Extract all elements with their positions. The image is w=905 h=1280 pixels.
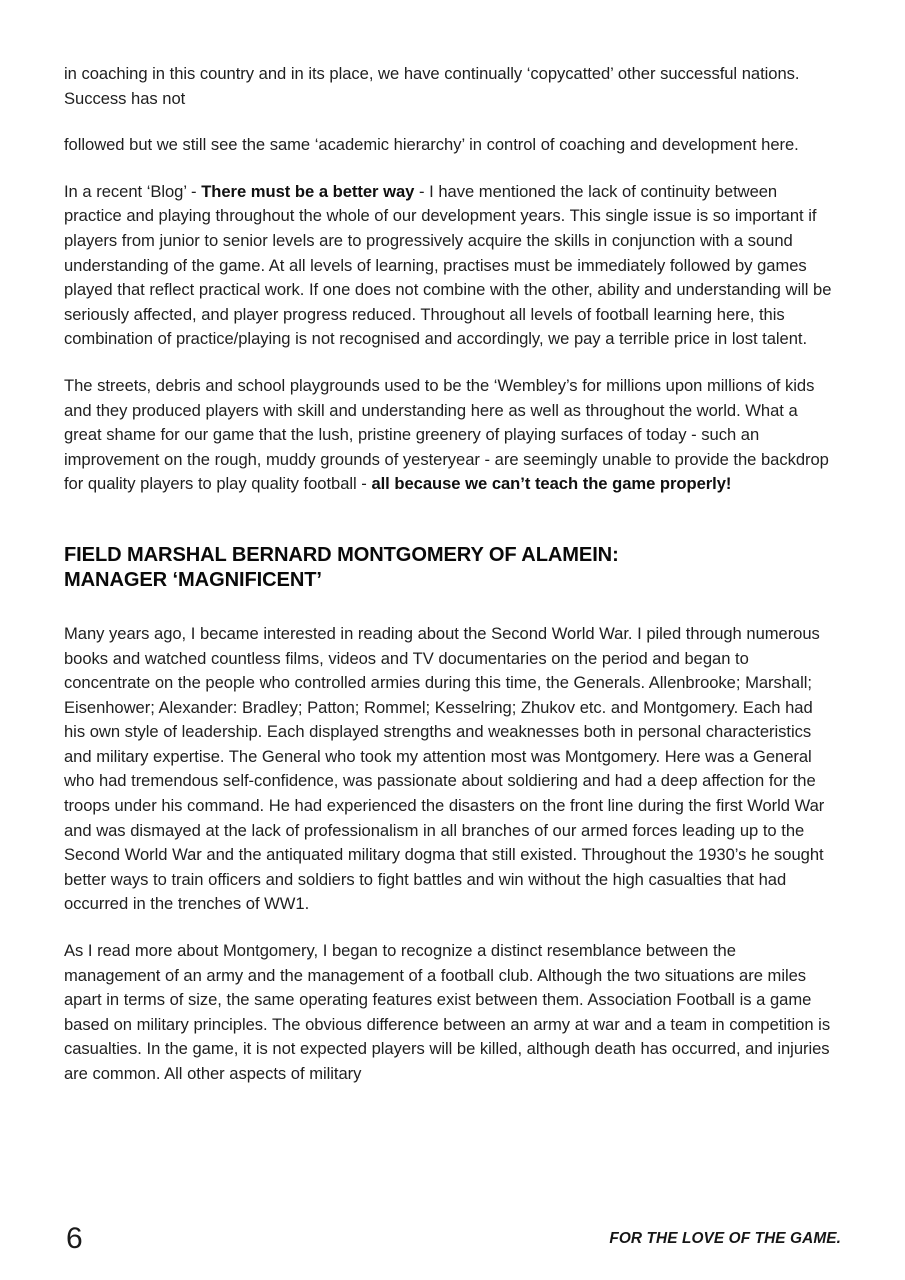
paragraph-many-years-ago [64,622,836,917]
paragraph-copycatted [64,62,836,111]
section-paragraphs [64,622,836,1087]
text-run: As I read more about Montgomery, I began to recognize a distinct resemblance between the management of an army and the management of a football club. Although the two situations are miles apart in terms of size, the same operating features exist between them. Association Football is a game based on military principles. The obvious difference between an army at war and a team in competition is casualties. In the game, it is not expected players will be killed, although death has occurred, and injuries are common. All other aspects of military [64,941,831,1083]
paragraph-as-i-read-more [64,939,836,1087]
section-heading-block [64,543,836,594]
text-run: In a recent ‘Blog’ - [64,181,202,201]
emphasis-run: There must be a better way [201,181,415,201]
page-content [64,62,836,1087]
body-paragraphs [64,62,836,497]
section-heading-line-1: FIELD MARSHAL BERNARD MONTGOMERY OF ALAMEIN: [64,543,619,566]
text-run: followed but we still see the same ‘academic hierarchy’ in control of coaching and development here. [64,135,799,155]
text-run: - I have mentioned the lack of continuity between practice and playing throughout the whole of our development years. This single issue is so important if players from junior to senior levels are to progressively acquire the skills in conjunction with a sound understanding of the game. At all levels of learning, practises must be immediately followed by games played that reflect practical work. If one does not combine with the other, ability and understanding will be seriously affected, and player progress reduced. Throughout all levels of football learning here, this combination of practice/playing is not recognised and accordingly, we pay a terrible price in lost talent. [64,181,832,349]
emphasis-run: all because we can’t teach the game properly! [371,474,732,494]
section-heading [64,543,824,594]
paragraph-streets-debris [64,374,836,497]
text-run: in coaching in this country and in its place, we have continually ‘copycatted’ other successful nations. Success has not [64,64,800,108]
section-heading-line-2: MANAGER ‘MAGNIFICENT’ [64,569,322,592]
paragraph-recent-blog [64,180,836,352]
text-run: Many years ago, I became interested in reading about the Second World War. I piled through numerous books and watched countless films, videos and TV documentaries on the period and began to concentrate on the people who controlled armies during this time, the Generals. Allenbrooke; Marshall; Eisenhower; Alexander: Bradley; Patton; Rommel; Kesselring; Zhukov etc. and Montgomery. Each had his own style of leadership. Each displayed strengths and weaknesses both in personal characteristics and military expertise. The General who took my attention most was Montgomery. Here was a General who had tremendous self-confidence, was passionate about soldiering and had a deep affection for the troops under his command. He had experienced the disasters on the front line during the first World War and was dismayed at the lack of professionalism in all branches of our armed forces leading up to the Second World War and the antiquated military dogma that still existed. Throughout the 1930’s he sought better ways to train officers and soldiers to fight battles and win without the high casualties that had occurred in the trenches of WW1. [64,623,825,914]
paragraph-academic-hierarchy [64,133,836,158]
footer-running-title: FOR THE LOVE OF THE GAME. [609,1230,841,1247]
text-run: The streets, debris and school playgrounds used to be the ‘Wembley’s for millions upon millions of kids and they produced players with skill and understanding here as well as throughout the world. What a great shame for our game that the lush, pristine greenery of playing surfaces of today - such an improvement on the rough, muddy grounds of yesteryear - are seemingly unable to provide the backdrop for quality players to play quality football - [64,375,829,494]
page-footer [64,1214,841,1254]
page-number: 6 [66,1222,83,1255]
